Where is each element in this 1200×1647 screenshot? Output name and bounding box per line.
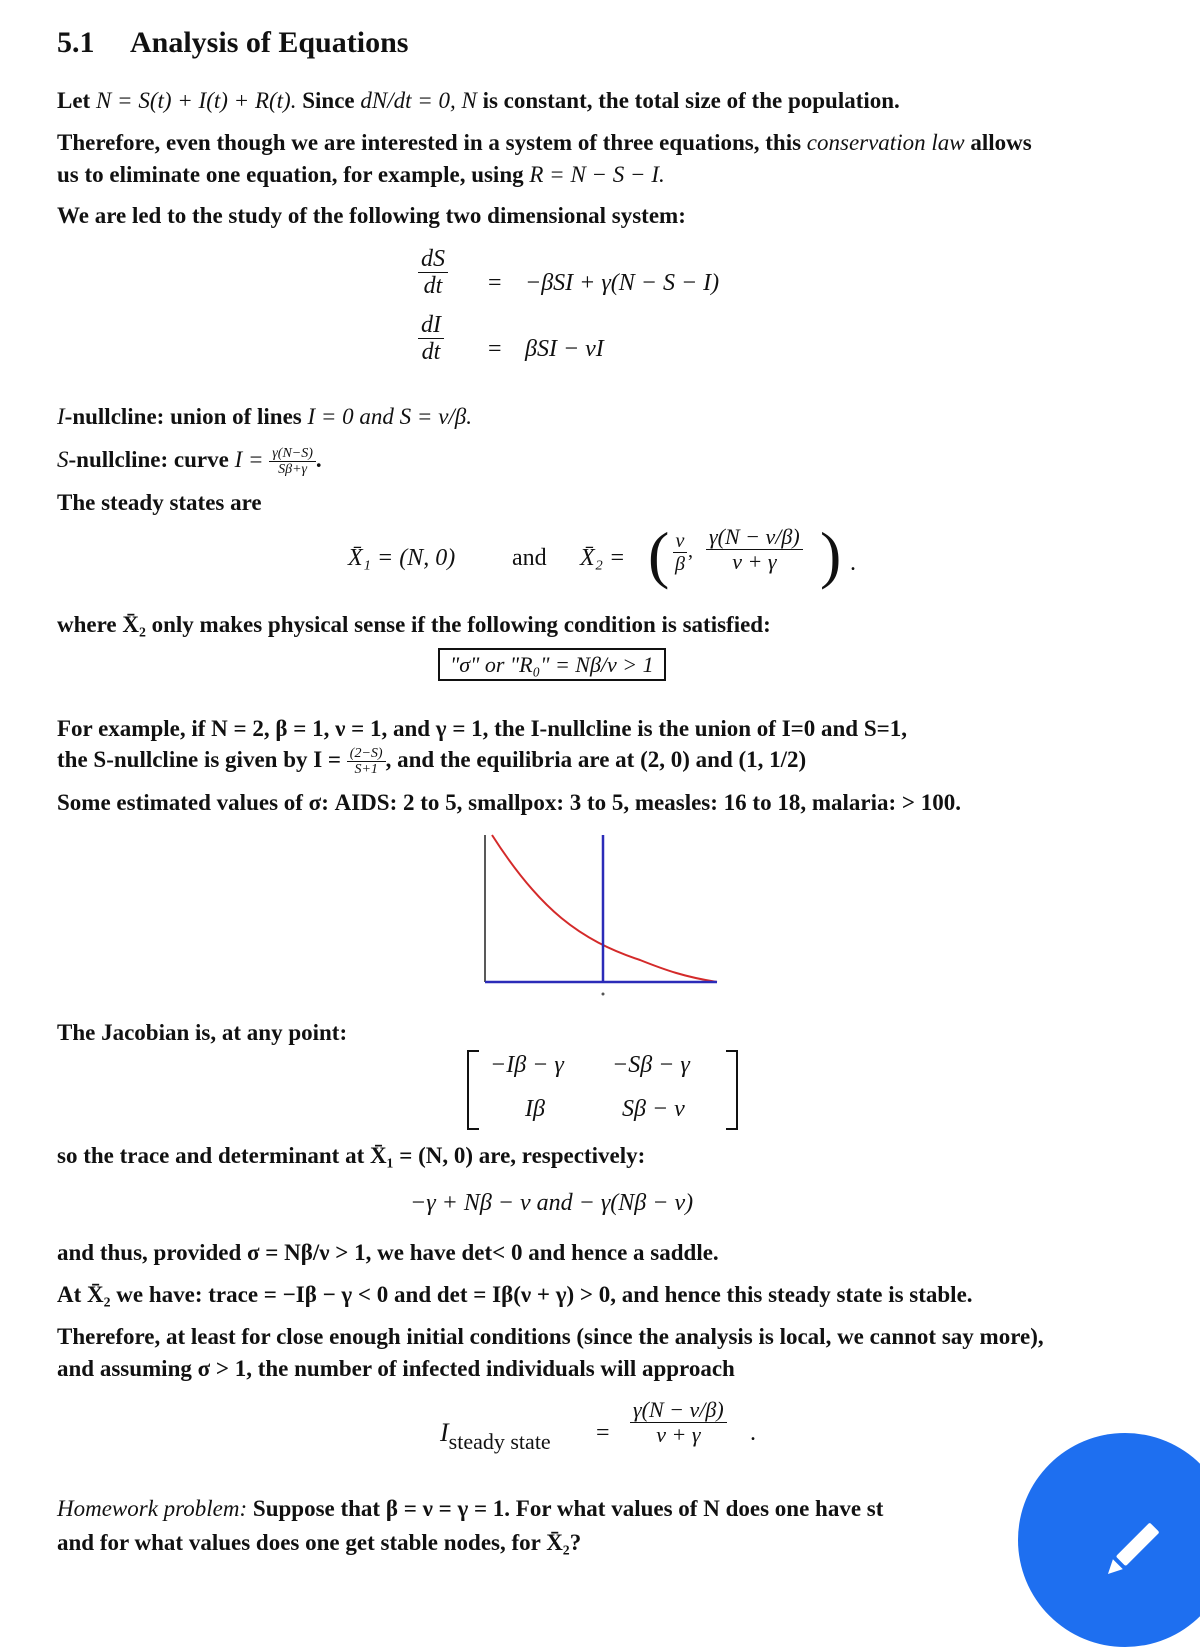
denominator: ν + γ (732, 549, 777, 575)
section-heading (57, 26, 408, 60)
denominator: β (675, 553, 685, 575)
trace-intro: so the trace and determinant at X̄₁ = (N, 0) are, respectively: (57, 1143, 646, 1168)
stability-line: At X̄₂ we have: trace = −Iβ − γ < 0 and det = Iβ(ν + γ) > 0, and hence this steady state is stable. (57, 1282, 973, 1307)
condition-intro: where X̄₂ only makes physical sense if the following condition is satisfied: (57, 612, 771, 637)
equation-dS: −βSI + γ(N − S − I) (525, 270, 720, 296)
variable-s: S (57, 447, 69, 473)
denominator: dt (423, 273, 443, 300)
matrix-right-bracket (726, 1050, 738, 1130)
steady-state-fraction (630, 1398, 727, 1447)
numerator: dI (418, 312, 444, 339)
period: . (750, 1420, 756, 1446)
jacobian-a11: −Iβ − γ (490, 1052, 564, 1078)
text: , and the equilibria are at (2, 0) and (1, 1/2) (385, 747, 807, 773)
equals-sign: = (488, 270, 502, 296)
period: . (850, 550, 856, 576)
text: the S-nullcline is given by I = (57, 747, 342, 773)
numerator: γ(N−S) (269, 446, 316, 462)
numerator: dS (418, 246, 448, 273)
matrix-left-bracket (467, 1050, 479, 1130)
text: Therefore, even though we are interested in a system of three equations, this (57, 130, 807, 155)
section-number: 5.1 (57, 26, 95, 59)
estimates-line: Some estimated values of σ: AIDS: 2 to 5, smallpox: 3 to 5, measles: 16 to 18, malaria: > 100. (57, 790, 961, 815)
numerator: ν (673, 530, 688, 553)
fraction-nu-beta: $\frac{\nu}{\beta}$ , (672, 530, 693, 575)
emphasis-conservation-law: conservation law (806, 130, 965, 155)
steady-state-x1: X̄₁ = (N, 0) (348, 545, 456, 571)
text: -nullcline: union of lines (64, 404, 308, 429)
equals-sign: = (596, 1420, 610, 1446)
pencil-icon[interactable] (1092, 1510, 1172, 1590)
paragraph-system-intro: We are led to the study of the following two dimensional system: (57, 203, 686, 228)
paragraph-conservation-line2 (57, 162, 665, 188)
s-nullcline-curve (492, 835, 717, 982)
text: allows (964, 130, 1032, 155)
jacobian-a21: Iβ (525, 1096, 545, 1122)
denominator: dt (421, 339, 441, 366)
variable-i: I (57, 404, 65, 429)
homework-line2: and for what values does one get stable nodes, for X̄₂? (57, 1530, 582, 1555)
fraction-x2-i (706, 525, 803, 574)
condition-box (438, 652, 666, 678)
and-word: and (512, 545, 547, 571)
equation-i-nullcline: I = 0 and S = ν/β. (307, 404, 473, 429)
equals-sign: = (488, 336, 502, 362)
example-line2 (57, 746, 806, 778)
saddle-line: and thus, provided σ = Nβ/ν > 1, we have det< 0 and hence a saddle. (57, 1240, 719, 1265)
right-paren: ) (820, 519, 842, 590)
i-nullcline-line (57, 404, 472, 430)
tick-mark (602, 993, 605, 996)
therefore-line1: Therefore, at least for close enough initial conditions (since the analysis is local, we cannot say more), (57, 1324, 1044, 1349)
steady-states-intro: The steady states are (57, 490, 262, 515)
equation-dI: βSI − νI (525, 336, 604, 362)
homework-line1 (57, 1496, 883, 1522)
jacobian-a22: Sβ − ν (622, 1096, 685, 1122)
equation-population: N = S(t) + I(t) + R(t). (95, 88, 297, 113)
equation-derivative: dN/dt = 0, N (360, 88, 477, 113)
example-line1: For example, if N = 2, β = 1, ν = 1, and γ = 1, the I-nullcline is the union of I=0 and S=1, (57, 716, 908, 741)
text: us to eliminate one equation, for example, using (57, 162, 530, 187)
jacobian-intro: The Jacobian is, at any point: (57, 1020, 348, 1045)
left-paren: ( (648, 519, 670, 590)
text: Since (296, 88, 361, 113)
text: is constant, the total size of the population. (476, 88, 900, 113)
numerator: γ(N − ν/β) (706, 525, 803, 550)
text: Suppose that β = ν = γ = 1. For what values of N does one have st (247, 1496, 884, 1521)
variable-i: I (440, 1418, 449, 1447)
therefore-line2: and assuming σ > 1, the number of infected individuals will approach (57, 1356, 735, 1381)
numerator: γ(N − ν/β) (630, 1398, 727, 1423)
trace-determinant-exprs: −γ + Nβ − ν and − γ(Nβ − ν) (410, 1190, 694, 1216)
fraction-dS-dt (418, 246, 448, 300)
homework-label: Homework problem: (57, 1496, 248, 1521)
equation-s-nullcline: I = (234, 447, 264, 473)
subscript: steady state (448, 1429, 551, 1454)
fraction-dI-dt (418, 312, 444, 366)
equation-r: R = N − S − I. (529, 162, 665, 187)
jacobian-a12: −Sβ − γ (612, 1052, 690, 1078)
steady-state-x2-label: X̄₂ = (580, 545, 626, 571)
text: -nullcline: curve (68, 447, 235, 473)
s-nullcline-line: S-nullcline: curve I = $\frac{\gamma(N-S)}{S\beta+\gamma}$ . (57, 446, 322, 478)
text: Let (57, 88, 96, 113)
denominator: S+1 (354, 762, 378, 778)
condition-expression: "σ" or "R₀" = Nβ/ν > 1 (438, 648, 666, 681)
denominator: ν + γ (656, 1422, 701, 1448)
numerator: (2−S) (347, 746, 386, 762)
section-title: Analysis of Equations (130, 26, 409, 59)
nullcline-plot (480, 830, 725, 1000)
steady-state-lhs (440, 1418, 551, 1455)
paragraph-population (57, 88, 900, 114)
denominator: Sβ+γ (278, 462, 308, 478)
paragraph-conservation-line1 (57, 130, 1032, 156)
